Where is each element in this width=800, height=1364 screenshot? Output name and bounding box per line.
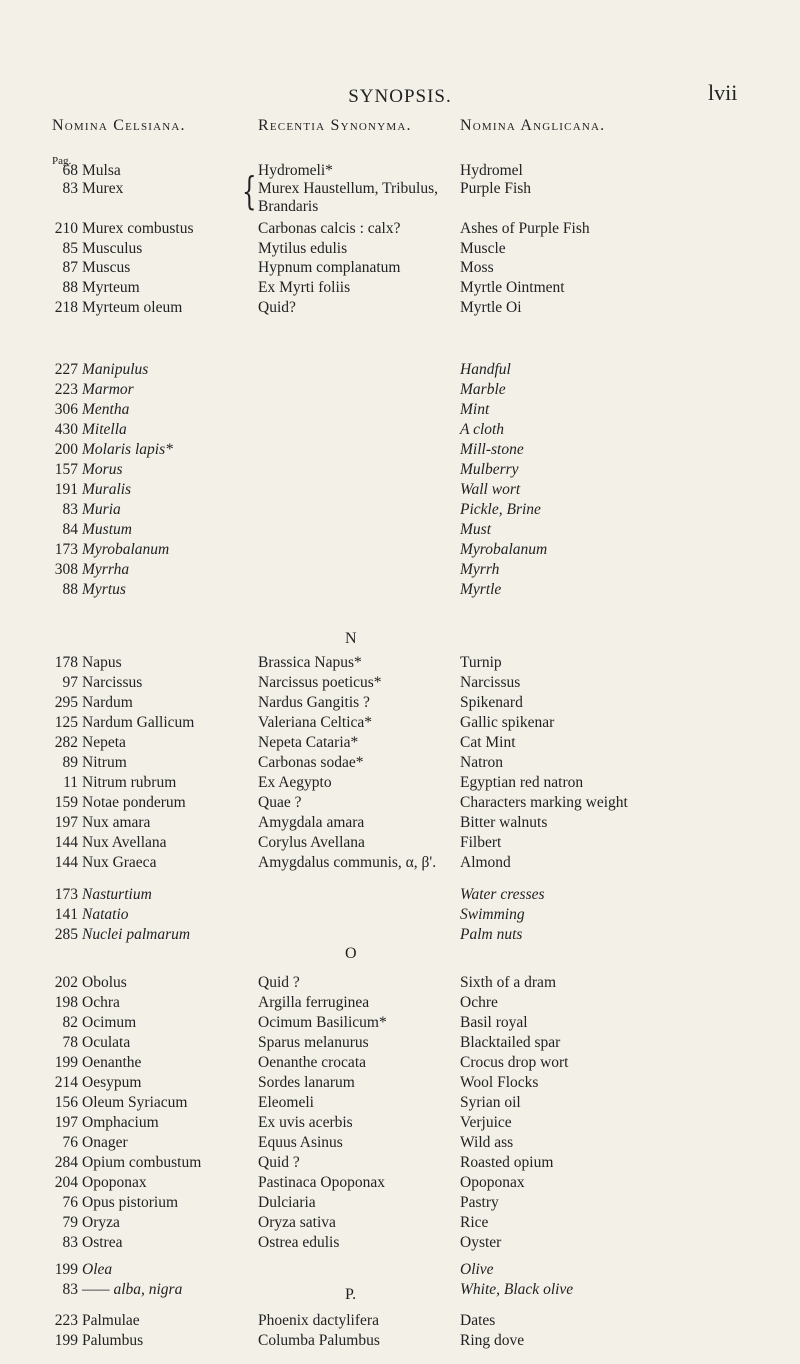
synonym-name: Ex uvis acerbis (258, 1114, 353, 1131)
table-row (0, 197, 800, 217)
english-name: Gallic spikenar (460, 714, 555, 731)
page-ref: 83 (62, 1281, 78, 1298)
celsiana-name: Nitrum (82, 754, 127, 771)
celsiana-name: Nux Avellana (82, 834, 167, 851)
celsiana-name: —— alba, nigra (82, 1281, 183, 1298)
english-name: Myrtle (460, 581, 502, 598)
table-row (0, 713, 800, 733)
english-name: Wild ass (460, 1134, 514, 1151)
page-ref: 125 (54, 714, 78, 731)
table-row (0, 905, 800, 925)
celsiana-name: Obolus (82, 974, 127, 991)
synonym-name: Valeriana Celtica* (258, 714, 373, 731)
table-row (0, 1113, 800, 1133)
english-name: Ochre (460, 994, 498, 1011)
table-row (0, 161, 800, 181)
synonym-name: Brassica Napus* (258, 654, 362, 671)
celsiana-name: Onager (82, 1134, 128, 1151)
page-ref: 87 (62, 259, 78, 276)
table-row (0, 793, 800, 813)
synonym-name: Ocimum Basilicum* (258, 1014, 387, 1031)
synonym-name: Columba Palumbus (258, 1332, 380, 1349)
table-row (0, 833, 800, 853)
celsiana-name: Natatio (82, 906, 129, 923)
brace-symbol: { (242, 169, 257, 213)
page-ref: 76 (62, 1194, 78, 1211)
table-row (0, 360, 800, 380)
table-row (0, 853, 800, 873)
celsiana-name: Opium combustum (82, 1154, 202, 1171)
page-ref: 199 (54, 1261, 78, 1278)
table-row (0, 1073, 800, 1093)
table-row (0, 420, 800, 440)
english-name: Crocus drop wort (460, 1054, 569, 1071)
celsiana-name: Myrteum oleum (82, 299, 183, 316)
celsiana-name: Nardum Gallicum (82, 714, 195, 731)
celsiana-name: Nux Graeca (82, 854, 157, 871)
page-ref: 83 (62, 180, 78, 197)
celsiana-name: Omphacium (82, 1114, 159, 1131)
page-ref: 430 (54, 421, 78, 438)
page-ref: 223 (54, 381, 78, 398)
english-name: Marble (460, 381, 506, 398)
table-row (0, 480, 800, 500)
page-ref: 306 (54, 401, 78, 418)
page-ref: 178 (54, 654, 78, 671)
page-ref: 84 (62, 521, 78, 538)
page-ref: 157 (54, 461, 78, 478)
english-name: Mill-stone (460, 441, 524, 458)
english-name: Rice (460, 1214, 489, 1231)
celsiana-name: Olea (82, 1261, 113, 1278)
page-number: lvii (708, 80, 738, 105)
english-name: Myrtle Oi (460, 299, 522, 316)
english-name: A cloth (460, 421, 505, 438)
table-row (0, 460, 800, 480)
celsiana-name: Ostrea (82, 1234, 123, 1251)
page-ref: 156 (54, 1094, 78, 1111)
page-ref: 199 (54, 1054, 78, 1071)
english-name: Pastry (460, 1194, 499, 1211)
table-row (0, 1053, 800, 1073)
celsiana-name: Nux amara (82, 814, 151, 831)
celsiana-name: Mulsa (82, 162, 121, 179)
page-ref: 218 (54, 299, 78, 316)
synonym-name: Ostrea edulis (258, 1234, 340, 1251)
table-row (0, 560, 800, 580)
celsiana-name: Palumbus (82, 1332, 144, 1349)
english-name: Cat Mint (460, 734, 516, 751)
english-name: Muscle (460, 240, 506, 257)
page-ref: 85 (62, 240, 78, 257)
page-ref: 173 (54, 886, 78, 903)
celsiana-name: Narcissus (82, 674, 143, 691)
table-row (0, 298, 800, 318)
table-row (0, 753, 800, 773)
table-row (0, 733, 800, 753)
synonym-name: Mytilus edulis (258, 240, 348, 257)
celsiana-name: Opus pistorium (82, 1194, 179, 1211)
synonym-name: Sparus melanurus (258, 1034, 369, 1051)
celsiana-name: Musculus (82, 240, 143, 257)
synonym-name: Argilla ferruginea (258, 994, 370, 1011)
synonym-name: Murex Haustellum, Tribulus, (258, 180, 438, 197)
celsiana-name: Nardum (82, 694, 133, 711)
synonym-name: Brandaris (258, 198, 319, 215)
english-name: Verjuice (460, 1114, 512, 1131)
synonym-name: Nardus Gangitis ? (258, 694, 370, 711)
celsiana-name: Murex (82, 180, 124, 197)
page-ref: 88 (62, 279, 78, 296)
english-name: Myrobalanum (460, 541, 548, 558)
table-row (0, 440, 800, 460)
english-name: Characters marking weight (460, 794, 628, 811)
page-ref: 144 (54, 834, 78, 851)
celsiana-name: Palmulae (82, 1312, 140, 1329)
english-name: Bitter walnuts (460, 814, 548, 831)
celsiana-name: Marmor (82, 381, 134, 398)
synonym-name: Oenanthe crocata (258, 1054, 367, 1071)
english-name: Basil royal (460, 1014, 528, 1031)
page-ref: 284 (54, 1154, 78, 1171)
synonym-name: Dulciaria (258, 1194, 316, 1211)
column-heading-synonyma: Recentia Synonyma. (258, 117, 412, 134)
synonym-name: Sordes lanarum (258, 1074, 355, 1091)
celsiana-name: Myrteum (82, 279, 140, 296)
synonym-name: Carbonas calcis : calx? (258, 220, 401, 237)
table-row (0, 773, 800, 793)
page-ref: 282 (54, 734, 78, 751)
english-name: Turnip (460, 654, 502, 671)
english-name: Pickle, Brine (460, 501, 541, 518)
page-ref: 202 (54, 974, 78, 991)
column-heading-celsiana: Nomina Celsiana. (52, 117, 186, 134)
table-row (0, 885, 800, 905)
page-ref: 200 (54, 441, 78, 458)
synonym-name: Phoenix dactylifera (258, 1312, 379, 1329)
english-name: Almond (460, 854, 511, 871)
english-name: Olive (460, 1261, 494, 1278)
table-row (0, 973, 800, 993)
english-name: Mulberry (460, 461, 519, 478)
synonym-name: Pastinaca Opoponax (258, 1174, 385, 1191)
celsiana-name: Mitella (82, 421, 127, 438)
page-ref: 223 (54, 1312, 78, 1329)
synonym-name: Eleomeli (258, 1094, 314, 1111)
table-row (0, 1233, 800, 1253)
english-name: Spikenard (460, 694, 523, 711)
celsiana-name: Muralis (82, 481, 132, 498)
celsiana-name: Oleum Syriacum (82, 1094, 188, 1111)
table-row (0, 993, 800, 1013)
english-name: White, Black olive (460, 1281, 574, 1298)
english-name: Must (460, 521, 491, 538)
page-ref: 79 (62, 1214, 78, 1231)
celsiana-name: Oculata (82, 1034, 131, 1051)
table-row (0, 1280, 800, 1300)
table-row (0, 580, 800, 600)
english-name: Egyptian red natron (460, 774, 584, 791)
table-row (0, 540, 800, 560)
english-name: Ring dove (460, 1332, 525, 1349)
synonym-name: Equus Asinus (258, 1134, 343, 1151)
table-row (0, 520, 800, 540)
english-name: Natron (460, 754, 504, 771)
table-row (0, 380, 800, 400)
english-name: Purple Fish (460, 180, 532, 197)
english-name: Filbert (460, 834, 502, 851)
page-ref: 227 (54, 361, 78, 378)
table-row (0, 258, 800, 278)
celsiana-name: Notae ponderum (82, 794, 186, 811)
english-name: Sixth of a dram (460, 974, 556, 991)
celsiana-name: Nasturtium (82, 886, 152, 903)
synonym-name: Hypnum complanatum (258, 259, 401, 276)
english-name: Palm nuts (460, 926, 523, 943)
synonym-name: Oryza sativa (258, 1214, 336, 1231)
table-row (0, 239, 800, 259)
celsiana-name: Napus (82, 654, 122, 671)
celsiana-name: Myrtus (82, 581, 126, 598)
english-name: Opoponax (460, 1174, 525, 1191)
synonym-name: Corylus Avellana (258, 834, 365, 851)
page-ref: 214 (54, 1074, 78, 1091)
page-ref: 204 (54, 1174, 78, 1191)
table-row (0, 1311, 800, 1331)
column-heading-anglicana: Nomina Anglicana. (460, 117, 606, 134)
celsiana-name: Molaris lapis* (82, 441, 173, 458)
english-name: Myrtle Ointment (460, 279, 565, 296)
celsiana-name: Oesypum (82, 1074, 142, 1091)
page-ref: 89 (62, 754, 78, 771)
table-row (0, 500, 800, 520)
page-ref: 308 (54, 561, 78, 578)
table-row (0, 673, 800, 693)
celsiana-name: Muscus (82, 259, 131, 276)
table-row (0, 1013, 800, 1033)
synonym-name: Quae ? (258, 794, 302, 811)
celsiana-name: Nuclei palmarum (82, 926, 191, 943)
table-row (0, 1173, 800, 1193)
page-ref: 76 (62, 1134, 78, 1151)
page-ref: 141 (54, 906, 78, 923)
celsiana-name: Oryza (82, 1214, 120, 1231)
page-ref: 198 (54, 994, 78, 1011)
page-ref: 82 (62, 1014, 78, 1031)
table-row (0, 278, 800, 298)
english-name: Wool Flocks (460, 1074, 539, 1091)
table-row (0, 693, 800, 713)
page-ref: 78 (62, 1034, 78, 1051)
celsiana-name: Murex combustus (82, 220, 194, 237)
page-ref: 173 (54, 541, 78, 558)
english-name: Syrian oil (460, 1094, 521, 1111)
page-ref: 159 (54, 794, 78, 811)
table-row (0, 1331, 800, 1351)
synonym-name: Quid ? (258, 974, 300, 991)
synonym-name: Quid ? (258, 1154, 300, 1171)
page-ref: 285 (54, 926, 78, 943)
celsiana-name: Ocimum (82, 1014, 137, 1031)
table-row (0, 400, 800, 420)
page-ref: 68 (62, 162, 78, 179)
celsiana-name: Myrobalanum (82, 541, 170, 558)
celsiana-name: Opoponax (82, 1174, 147, 1191)
synonym-name: Quid? (258, 299, 296, 316)
synonym-name: Carbonas sodae* (258, 754, 364, 771)
page-ref: 199 (54, 1332, 78, 1349)
celsiana-name: Nitrum rubrum (82, 774, 177, 791)
synonym-name: Amygdala amara (258, 814, 365, 831)
english-name: Mint (460, 401, 490, 418)
synonym-name: Hydromeli* (258, 162, 333, 179)
table-row (0, 1093, 800, 1113)
page-ref: 197 (54, 1114, 78, 1131)
synonym-name: Narcissus poeticus* (258, 674, 382, 691)
english-name: Wall wort (460, 481, 521, 498)
celsiana-name: Mustum (82, 521, 132, 538)
table-row (0, 179, 800, 199)
pag-label: Pag. (52, 155, 72, 167)
english-name: Hydromel (460, 162, 523, 179)
english-name: Swimming (460, 906, 525, 923)
celsiana-name: Nepeta (82, 734, 126, 751)
celsiana-name: Myrrha (82, 561, 130, 578)
english-name: Ashes of Purple Fish (460, 220, 590, 237)
table-row (0, 219, 800, 239)
running-head: SYNOPSIS. (348, 86, 452, 107)
english-name: Water cresses (460, 886, 545, 903)
table-row (0, 925, 800, 945)
synonym-name: Ex Myrti foliis (258, 279, 351, 296)
celsiana-name: Muria (82, 501, 121, 518)
celsiana-name: Oenanthe (82, 1054, 142, 1071)
page-ref: 144 (54, 854, 78, 871)
table-row (0, 813, 800, 833)
celsiana-name: Ochra (82, 994, 120, 1011)
table-row (0, 1213, 800, 1233)
synonym-name: Ex Aegypto (258, 774, 332, 791)
table-row (0, 1153, 800, 1173)
page-ref: 97 (62, 674, 78, 691)
english-name: Roasted opium (460, 1154, 554, 1171)
page-ref: 11 (63, 774, 78, 791)
celsiana-name: Manipulus (82, 361, 149, 378)
table-row (0, 1193, 800, 1213)
page-ref: 191 (54, 481, 78, 498)
celsiana-name: Morus (82, 461, 123, 478)
celsiana-name: Mentha (82, 401, 130, 418)
english-name: Myrrh (460, 561, 500, 578)
synonym-name: Amygdalus communis, α, β'. (258, 854, 437, 871)
table-row (0, 1133, 800, 1153)
english-name: Handful (460, 361, 511, 378)
page-ref: 83 (62, 501, 78, 518)
english-name: Oyster (460, 1234, 502, 1251)
english-name: Blacktailed spar (460, 1034, 561, 1051)
english-name: Dates (460, 1312, 496, 1329)
page-ref: 83 (62, 1234, 78, 1251)
page-ref: 210 (54, 220, 78, 237)
table-row (0, 653, 800, 673)
page-ref: 88 (62, 581, 78, 598)
table-row (0, 1033, 800, 1053)
page-ref: 295 (54, 694, 78, 711)
synonym-name: Nepeta Cataria* (258, 734, 359, 751)
english-name: Moss (460, 259, 494, 276)
table-row (0, 1260, 800, 1280)
english-name: Narcissus (460, 674, 521, 691)
page-ref: 197 (54, 814, 78, 831)
